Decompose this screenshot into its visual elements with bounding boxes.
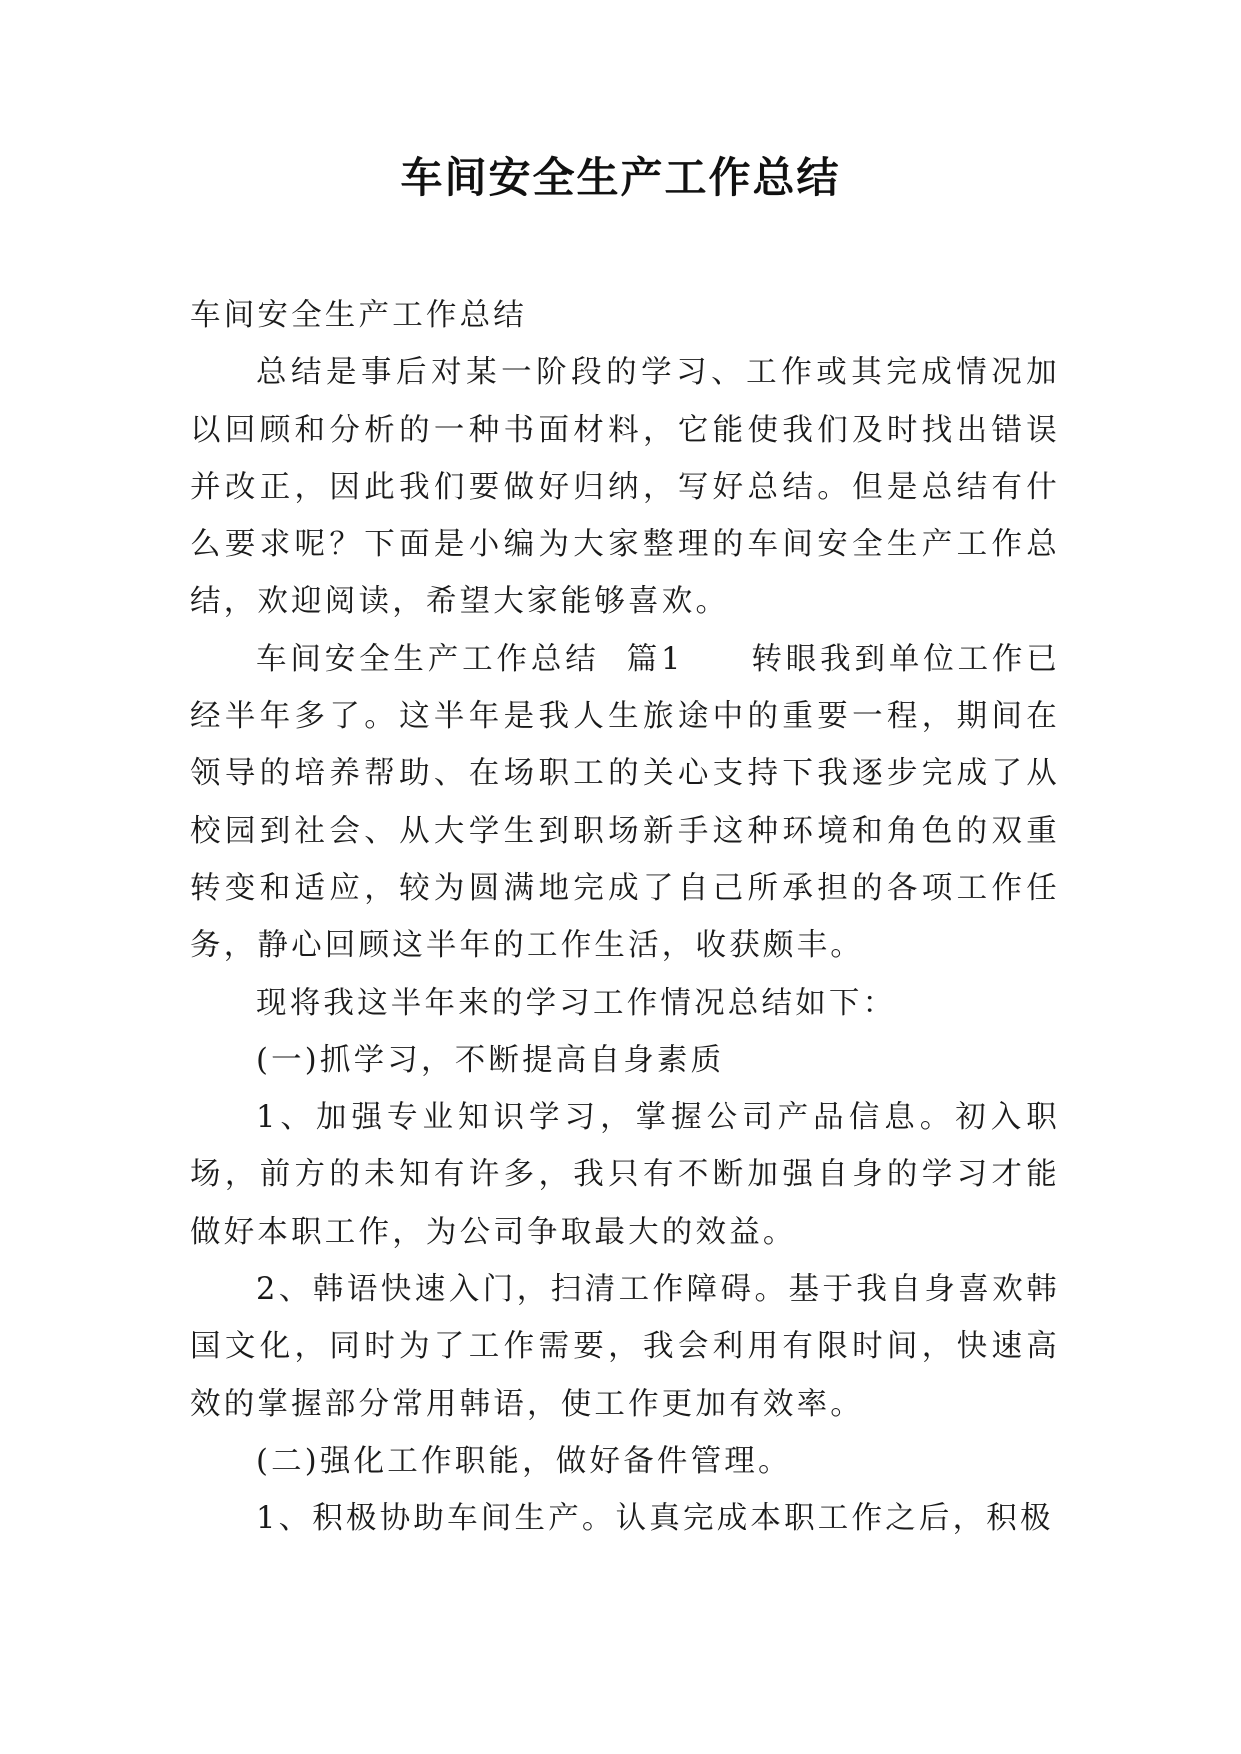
intro-paragraph: 总结是事后对某一阶段的学习、工作或其完成情况加以回顾和分析的一种书面材料，它能使我们及时找出错误并改正，因此我们要做好归纳，写好总结。但是总结有什么要求呢？下面是小编为大家整理的车间安全生产工作总结，欢迎阅读，希望大家能够喜欢。 [190, 355, 1060, 620]
document-title: 车间安全生产工作总结 [400, 153, 841, 202]
document-body [190, 287, 1060, 1548]
item-3-paragraph: 1、积极协助车间生产。认真完成本职工作之后，积极 [256, 1501, 1054, 1537]
summary-lead-paragraph: 现将我这半年来的学习工作情况总结如下： [256, 985, 897, 1021]
item-2-paragraph: 2、韩语快速入门，扫清工作障碍。基于我自身喜欢韩国文化，同时为了工作需要，我会利用有限时间，快速高效的掌握部分常用韩语，使工作更加有效率。 [190, 1272, 1060, 1422]
heading-function: (二)强化工作职能，做好备件管理。 [256, 1443, 792, 1479]
item-1-paragraph: 1、加强专业知识学习，掌握公司产品信息。初入职场，前方的未知有许多，我只有不断加强自身的学习才能做好本职工作，为公司争取最大的效益。 [190, 1100, 1060, 1250]
subtitle-paragraph: 车间安全生产工作总结 [190, 298, 527, 333]
section-1-paragraph: 车间安全生产工作总结 篇1 转眼我到单位工作已经半年多了。这半年是我人生旅途中的重要一程，期间在领导的培养帮助、在场职工的关心支持下我逐步完成了从校园到社会、从大学生到职场新手这种环境和角色的双重转变和适应，较为圆满地完成了自己所承担的各项工作任务，静心回顾这半年的工作生活，收获颇丰。 [190, 641, 1060, 964]
heading-study: (一)抓学习，不断提高自身素质 [256, 1042, 725, 1078]
